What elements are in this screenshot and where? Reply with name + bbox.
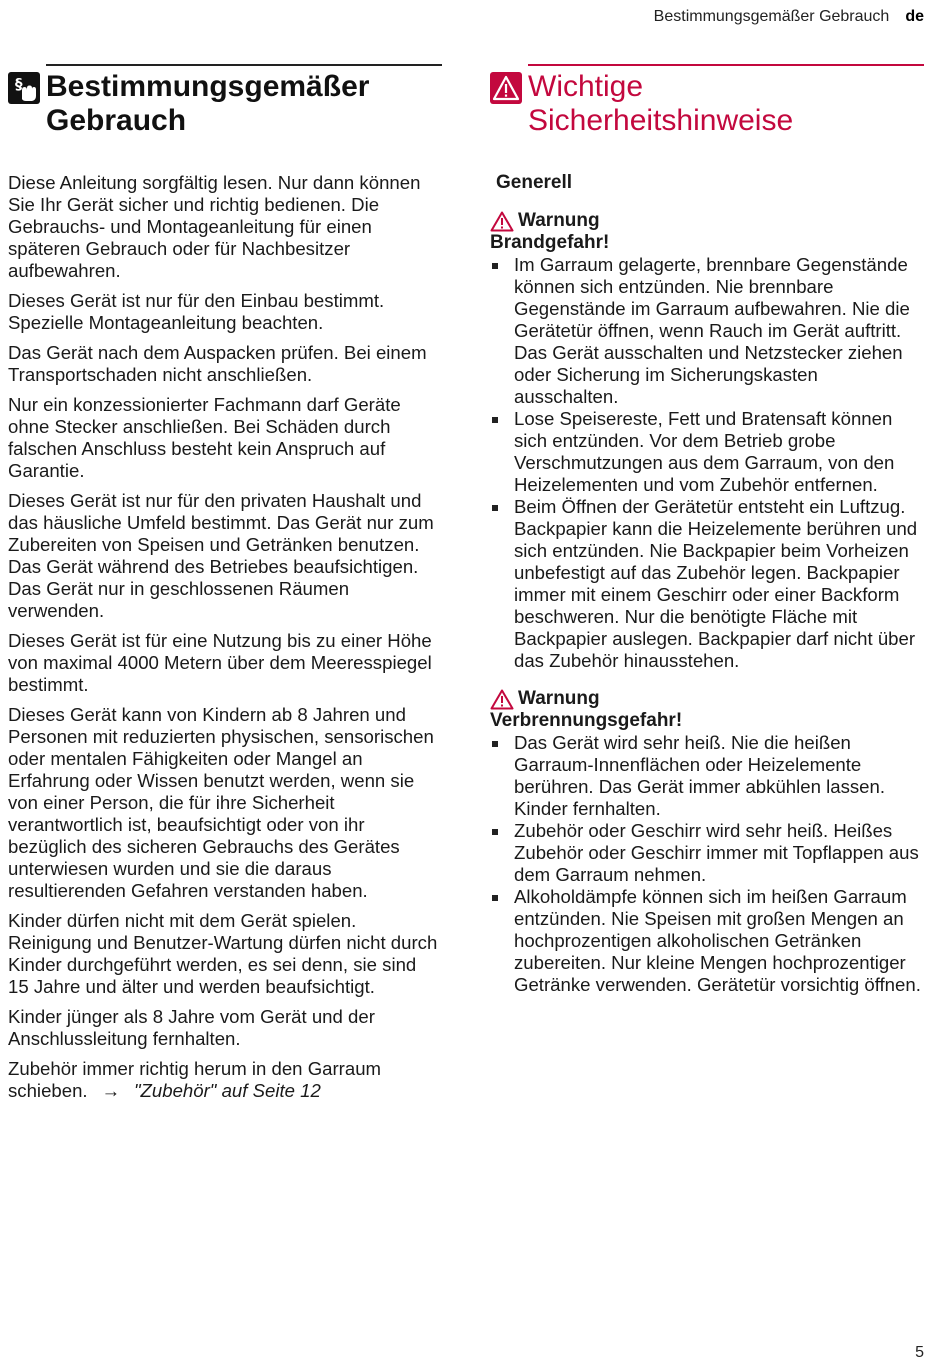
section-heading (8, 70, 442, 138)
warning-small-icon (490, 689, 514, 710)
paragraph: Dieses Gerät ist für eine Nutzung bis zu einer Höhe von maximal 4000 Metern über dem Meeresspiegel bestimmt. (8, 630, 432, 695)
list-item: Alkoholdämpfe können sich im heißen Garraum entzünden. Nie Speisen mit großen Mengen an hochprozentigen alkoholischen Getränken zubereiten. Nur kleine Mengen hochprozentiger Getränke verwenden. Gerätetür vorsichtig öffnen. (490, 886, 924, 996)
left-column (8, 64, 442, 1110)
warning-block-burn (490, 688, 924, 996)
paragraph-text: Zubehör immer richtig herum in den Garraum schieben. (8, 1058, 382, 1101)
list-item: Beim Öffnen der Gerätetür entsteht ein Luftzug. Backpapier kann die Heizelemente berühren und sich entzünden. Nie Backpapier beim Vorheizen unbefestigt auf das Zubehör legen. Backpapier immer mit einem Geschirr oder einer Backform beschweren. Nur die benötigte Fläche mit Backpapier auslegen. Backpapier darf nicht über das Zubehör hinausstehen. (490, 496, 924, 672)
arrow-right-icon: → (101, 1080, 121, 1101)
running-header (654, 8, 924, 26)
warning-small-icon (490, 211, 514, 232)
warning-label (490, 688, 924, 710)
paragraph: Diese Anleitung sorgfältig lesen. Nur dann können Sie Ihr Gerät sicher und richtig bedienen. Die Gebrauchs- und Montageanleitung für einen späteren Gebrauch oder für Nachbesitzer aufbewahren. (8, 172, 421, 281)
paragraph: Das Gerät nach dem Auspacken prüfen. Bei einem Transportschaden nicht anschließen. (8, 342, 427, 385)
list-item: Im Garraum gelagerte, brennbare Gegenstände können sich entzünden. Nie brennbare Gegenstände im Garraum aufbewahren. Nie die Gerätetür öffnen, wenn Rauch im Gerät auftritt. Das Gerät ausschalten und Netzstecker ziehen oder Sicherung im Sicherungskasten ausschalten. (490, 254, 924, 408)
paragraph: Nur ein konzessionierter Fachmann darf Geräte ohne Stecker anschließen. Bei Schäden durch falschen Anschluss besteht kein Anspruch auf Garantie. (8, 394, 401, 481)
header-language: de (905, 8, 924, 25)
list-item: Lose Speisereste, Fett und Bratensaft können sich entzünden. Vor dem Betrieb grobe Verschmutzungen aus dem Garraum, von den Heizelementen und vom Zubehör entfernen. (490, 408, 924, 496)
page-number: 5 (915, 1344, 924, 1361)
warning-list (490, 732, 924, 996)
warning-text: Warnung (518, 210, 600, 231)
safety-title: Wichtige Sicherheitshinweise (528, 70, 794, 137)
paragraph: Kinder dürfen nicht mit dem Gerät spielen. Reinigung und Benutzer-Wartung dürfen nicht durch Kinder durchgeführt werden, es sei denn, sie sind 15 Jahre und älter und werden beaufsichtigt. (8, 910, 438, 997)
right-column (490, 64, 924, 996)
list-item: Zubehör oder Geschirr wird sehr heiß. Heißes Zubehör oder Geschirr immer mit Topflappen aus dem Garraum nehmen. (490, 820, 924, 886)
section-rule-red (528, 64, 924, 66)
section-rule (46, 64, 442, 66)
paragraph: Dieses Gerät ist nur für den Einbau bestimmt. Spezielle Montageanleitung beachten. (8, 290, 385, 333)
warning-block-fire (490, 210, 924, 672)
subheading-general: Generell (496, 172, 573, 193)
hazard-burn: Verbrennungsgefahr! (490, 710, 683, 731)
paragraph: Dieses Gerät kann von Kindern ab 8 Jahren und Personen mit reduzierten physischen, sensorischen oder mentalen Fähigkeiten oder Mangel an Erfahrung oder Wissen benutzt werden, wenn sie von einer Person, die für ihre Sicherheit verantwortlich ist, beaufsichtigt oder von ihr bezüglich des sicheren Gebrauchs des Gerätes unterwiesen wurden und sie die daraus resultierenden Gefahren verstanden haben. (8, 704, 434, 901)
header-section-title: Bestimmungsgemäßer Gebrauch (653, 8, 890, 25)
paragraph-with-reference (8, 1058, 442, 1102)
page-reference-link[interactable]: "Zubehör" auf Seite 12 (133, 1080, 321, 1101)
warning-text: Warnung (518, 688, 600, 709)
svg-text:§: § (15, 75, 23, 93)
warning-triangle-icon (490, 72, 522, 104)
paragraph: Dieses Gerät ist nur für den privaten Haushalt und das häusliche Umfeld bestimmt. Das Gerät nur zum Zubereiten von Speisen und Getränken benutzen. Das Gerät während des Betriebes beaufsichtigen. Das Gerät nur in geschlossenen Räumen verwenden. (8, 490, 434, 621)
warning-list (490, 254, 924, 672)
warning-label (490, 210, 924, 232)
paragraph: Kinder jünger als 8 Jahre vom Gerät und der Anschlussleitung fernhalten. (8, 1006, 375, 1049)
list-item: Das Gerät wird sehr heiß. Nie die heißen Garraum-Innenflächen oder Heizelemente berühren. Das Gerät immer abkühlen lassen. Kinder fernhalten. (490, 732, 924, 820)
section-heading (490, 70, 924, 138)
page-title: Bestimmungsgemäßer Gebrauch (46, 70, 370, 137)
usage-text (8, 172, 442, 1102)
paragraph-hand-icon (8, 72, 40, 104)
hazard-fire: Brandgefahr! (490, 232, 610, 253)
